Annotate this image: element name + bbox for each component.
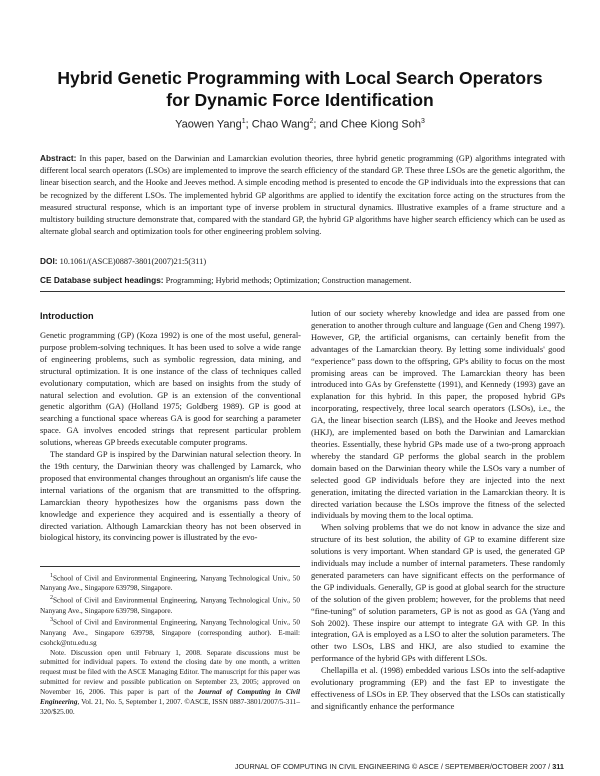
paragraph: The standard GP is inspired by the Darwinian natural selection theory. In the 19th century, the Darwinian theory was challenged by Lamarck, who proposed that environmental changes throughout an organism's life cause the internal variations of the organism that are transmitted to the offspring. Lamarckian theory hypothesizes how the organisms pass down the knowledge and experience they acquired and is essentially a theory of directed variation. Although Lamarckian theory has not been observed in biological history, its convincing power is illustrated by the evo- (40, 449, 301, 543)
author-name: ; Chao Wang (245, 118, 310, 131)
paper-title-line-1: Hybrid Genetic Programming with Local Search Operators (57, 68, 543, 88)
header-divider (40, 291, 565, 292)
author-list (20, 118, 580, 131)
footnote-text: School of Civil and Environmental Engineering, Nanyang Technological Univ., 50 Nanyang Ave., Singapore 639798, Singapore. (40, 574, 300, 593)
page-number: 311 (552, 762, 564, 771)
journal-name: Journal of Computing in Civil Engineering (40, 688, 300, 707)
footnote-3 (40, 616, 300, 648)
author-name: Yaowen Yang (175, 118, 242, 131)
page-footer (235, 762, 564, 771)
ce-database-headings (40, 275, 411, 285)
right-column (311, 308, 565, 713)
footnote-marker: 3 (50, 617, 54, 624)
abstract-label: Abstract: (40, 153, 77, 163)
note-text: Note. Discussion open until February 1, 2008. Separate discussions must be submitted for individual papers. To extend the closing date by one month, a written request must be filed with the ASCE Managing Editor. The manuscript for this paper was submitted for review and possible publication on September 23, 2005; approved on November 16, 2006. This paper is part of the (40, 648, 300, 697)
note-text: , Vol. 21, No. 5, September 1, 2007. ©ASCE, ISSN 0887-3801/2007/5-311–320/$25.00. (40, 698, 300, 716)
abstract-text: In this paper, based on the Darwinian and Lamarckian evolution theories, three hybrid genetic programming (GP) algorithms integrated with different local search operators (LSOs) are implemented to improve the search efficiency of the standard GP. These three LSOs are the genetic algorithm, the linear bisection search, and the Hooke and Jeeves method. A simple encoding method is presented to encode the GP individuals into the expressions that can be recognized by the different LSOs. The implemented hybrid GP algorithms are applied to identify the excitation force acting on the structures from the measured structural response, which is an important type of inverse problem in structural dynamics. Illustrative examples of a frame structure and a multistory building structure demonstrate that, compared with the standard GP, the hybrid GP algorithms have higher search efficiency which can be used as alternate global search and optimization tools for other engineering problem solving. (40, 154, 565, 237)
doi-label: DOI: (40, 256, 58, 266)
author-name: ; and Chee Kiong Soh (313, 118, 421, 131)
paper-title-line-2: for Dynamic Force Identification (166, 90, 434, 110)
footer-journal: JOURNAL OF COMPUTING IN CIVIL ENGINEERING © ASCE / SEPTEMBER/OCTOBER 2007 / (234, 762, 553, 771)
affiliation-marker: 3 (421, 118, 425, 125)
footnote-marker: 2 (50, 595, 54, 602)
submission-note (40, 649, 300, 718)
paragraph: lution of our society whereby knowledge and idea are passed from one generation to another through culture and language (Gen and Cheng 1997). However, GP, the artificial organisms, can certainly benefit from the advantages of the Lamarckian theory. By letting some individuals' good “experience” pass down to the offspring, GP's ability to focus on the most promising areas can be improved. The Lamarckian theory has been introduced into GAs by Grefenstette (1991), and Kennedy (1993) gave an explanation for this hybrid. In this paper, the proposed hybrid GPs incorporating, respectively, three local search operators (LSOs), i.e., the GA, the linear bisection search (LBS), and the Hooke and Jeeves method (HKJ), are implemented based on both the Darwinian and Lamarckian theories. Essentially, these hybrid GPs made use of a two-prong approach whereby the standard GP performs the global search in the problem domain based on the Darwinian theory while the LSOs vary a number of selected good GP individuals before they are injected into the next generation, imitating the directed variation in the Lamarckian theory. It is directed variation because the LSOs improve the fitness of the selected individuals by moving them to the local optima. (311, 308, 565, 521)
footnote-divider (40, 566, 300, 567)
doi-value: 10.1061/(ASCE)0887-3801(2007)21:5(311) (59, 257, 207, 266)
footnote-2 (40, 594, 300, 616)
ce-database-value: Programming; Hybrid methods; Optimization; Construction management. (165, 276, 412, 285)
doi-line (40, 256, 206, 266)
paragraph: Genetic programming (GP) (Koza 1992) is one of the most useful, general-purpose problem-solving techniques. It has been used to solve a wide range of engineering problems, such as symbolic regression, data mining, and structural optimization. It is one instance of the class of techniques called evolutionary computation, which are based on insights from the study of natural selection and evolution. GP is an extension of the conventional genetic algorithm (GA) (Holland 1975; Goldberg 1989). GP is good at searching a functional space whereas GA is good for searching a parameter space. GA involves encoded strings that represent particular problem solutions, whereas GP breeds executable computer programs. (40, 330, 301, 448)
footnote-1 (40, 572, 300, 594)
left-column (40, 330, 301, 544)
paragraph: When solving problems that we do not know in advance the size and structure of its best solution, the ability of GP to examine different size solutions is very important. When standard GP is used, the generated GP individuals may include a number of internal parameters. These randomly generated parameters can have significant effects on the performance of the GP individuals. Generally, GP is good at global search for the structure of the solution of the given problem; however, for the problems that need “fine-tuning” of solution parameters, GP is not as good as GA (Yang and Soh 2002). These inspire our attempt to integrate GA with GP. In this integration, GA is employed as a LSO to alter the solution parameters. The other two LSOs, LBS and HKJ, are also studied to examine the performance of the hybrid GPs with different LSOs. (311, 522, 565, 664)
footnote-text: School of Civil and Environmental Engineering, Nanyang Technological Univ., 50 Nanyang Ave., Singapore 639798, Singapore (corresponding author). E-mail: csohck@ntu.edu.sg (40, 618, 300, 647)
affiliation-marker: 1 (241, 118, 246, 125)
footnotes (40, 572, 300, 718)
abstract (40, 152, 565, 238)
footnote-marker: 1 (50, 573, 54, 579)
paragraph: Chellapilla et al. (1998) embedded various LSOs into the self-adaptive evolutionary programming (EP) and the fast EP to investigate the effectiveness of LSOs in EP. They observed that the LSOs can statistically and significantly enhance the performance (311, 665, 565, 711)
ce-database-label: CE Database subject headings: (40, 275, 164, 285)
affiliation-marker: 2 (309, 118, 314, 125)
section-heading-introduction: Introduction (40, 311, 94, 321)
footnote-text: School of Civil and Environmental Engineering, Nanyang Technological Univ., 50 Nanyang Ave., Singapore 639798, Singapore. (40, 596, 300, 615)
